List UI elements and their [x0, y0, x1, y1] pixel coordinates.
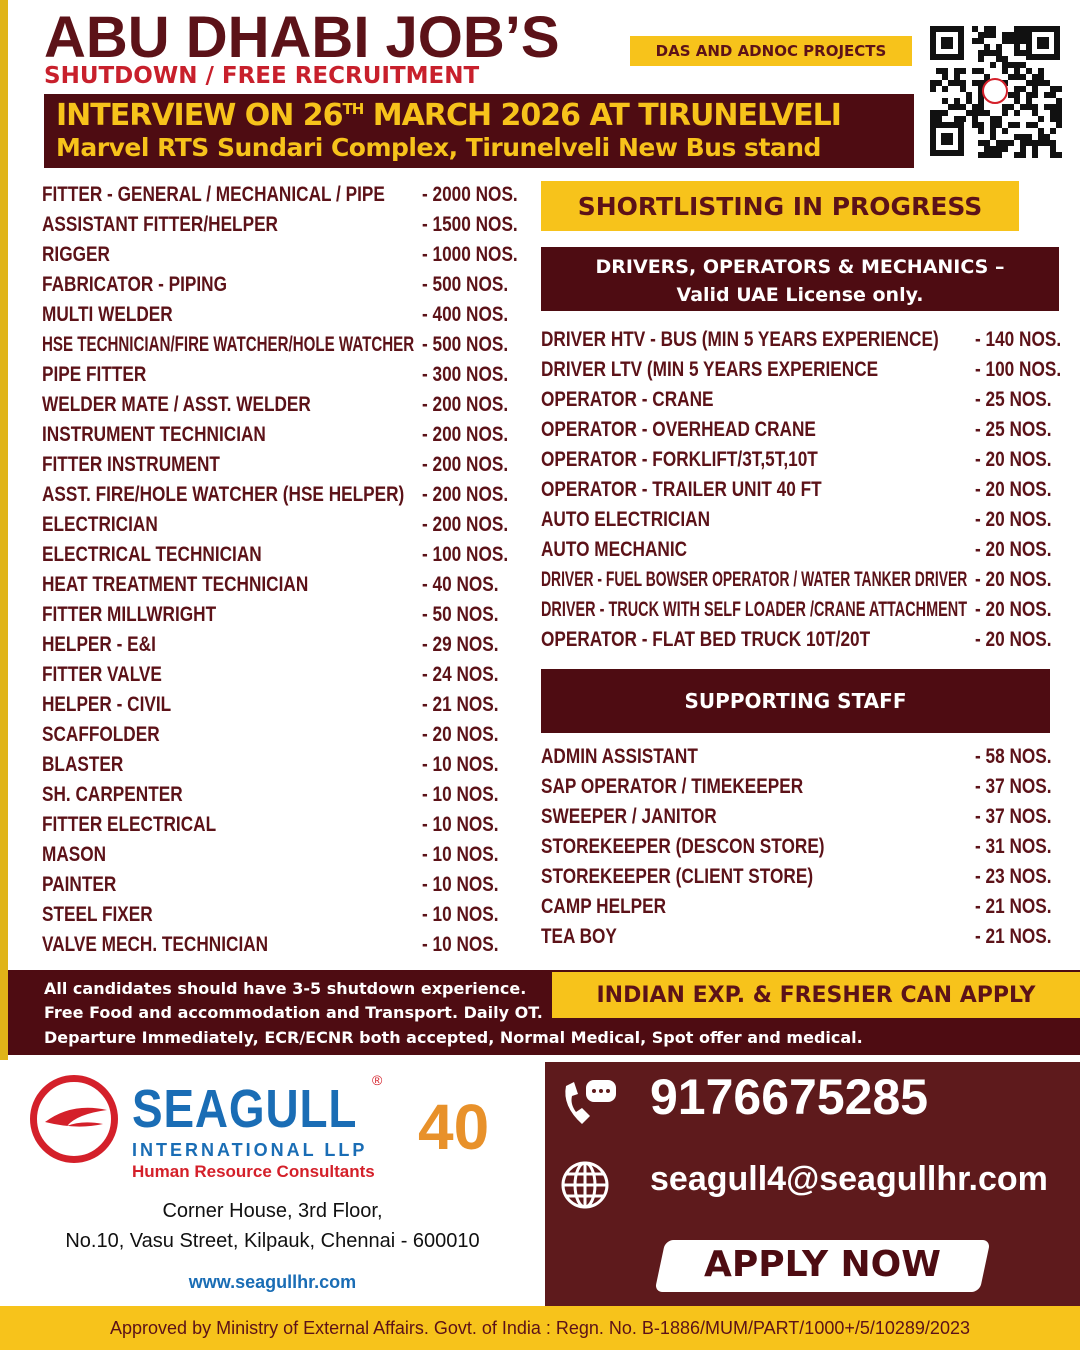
fresher-badge: INDIAN EXP. & FRESHER CAN APPLY [552, 972, 1080, 1018]
projects-badge: DAS AND ADNOC PROJECTS [630, 36, 912, 66]
job-count: - 40 NOS. [422, 573, 499, 596]
job-row [541, 598, 1061, 628]
requirement-1: All candidates should have 3-5 shutdown experience. [44, 979, 527, 998]
job-title: OPERATOR - FORKLIFT/3T,5T,10T [541, 448, 818, 471]
job-title: HEAT TREATMENT TECHNICIAN [42, 573, 309, 596]
footer-approval: Approved by Ministry of External Affairs. Govt. of India : Regn. No. B-1886/MUM/PART/1000+/5/10289/2023 [0, 1306, 1080, 1350]
job-row [541, 925, 1061, 955]
job-title: AUTO ELECTRICIAN [541, 508, 711, 531]
job-count: - 500 NOS. [422, 273, 509, 296]
job-title: HELPER - E&I [42, 633, 156, 656]
job-row [42, 693, 522, 723]
job-count: - 10 NOS. [422, 843, 499, 866]
job-count: - 400 NOS. [422, 303, 509, 326]
job-row [42, 273, 522, 303]
job-title: FITTER INSTRUMENT [42, 453, 220, 476]
job-row [42, 753, 522, 783]
job-row [42, 363, 522, 393]
job-title: SAP OPERATOR / TIMEKEEPER [541, 775, 804, 798]
subtitle: SHUTDOWN / FREE RECRUITMENT [44, 63, 480, 89]
job-count: - 29 NOS. [422, 633, 499, 656]
job-title: PIPE FITTER [42, 363, 147, 386]
job-row [541, 538, 1061, 568]
qr-code-icon[interactable] [928, 24, 1062, 158]
address-line-1: Corner House, 3rd Floor, [162, 1200, 383, 1222]
job-row [42, 543, 522, 573]
requirement-3: Departure Immediately, ECR/ECNR both accepted, Normal Medical, Spot offer and medical. [44, 1028, 863, 1047]
website-link[interactable]: www.seagullhr.com [188, 1272, 357, 1292]
job-title: OPERATOR - FLAT BED TRUCK 10T/20T [541, 628, 871, 651]
job-count: - 500 NOS. [422, 333, 509, 356]
job-row [541, 775, 1061, 805]
job-count: - 200 NOS. [422, 393, 509, 416]
job-title: WELDER MATE / ASST. WELDER [42, 393, 311, 416]
globe-icon [560, 1160, 610, 1215]
interview-date [56, 98, 841, 133]
phone-chat-icon [560, 1078, 620, 1133]
interview-text: INTERVIEW ON 26 [56, 98, 343, 133]
job-title: OPERATOR - OVERHEAD CRANE [541, 418, 816, 441]
job-title: STEEL FIXER [42, 903, 153, 926]
job-count: - 20 NOS. [975, 598, 1052, 621]
phone-number[interactable]: 9176675285 [650, 1069, 929, 1125]
job-count: - 300 NOS. [422, 363, 509, 386]
interview-text-2: MARCH 2026 AT TIRUNELVELI [363, 98, 841, 133]
job-title: MULTI WELDER [42, 303, 173, 326]
job-count: - 1500 NOS. [422, 213, 518, 236]
job-row [42, 423, 522, 453]
job-row [541, 745, 1061, 775]
job-count: - 21 NOS. [975, 925, 1052, 948]
40-years-logo: 40 [418, 1091, 490, 1163]
job-count: - 10 NOS. [422, 873, 499, 896]
job-count: - 25 NOS. [975, 388, 1052, 411]
job-count: - 31 NOS. [975, 835, 1052, 858]
job-row [541, 448, 1061, 478]
job-count: - 10 NOS. [422, 933, 499, 956]
job-title: SCAFFOLDER [42, 723, 160, 746]
job-count: - 58 NOS. [975, 745, 1052, 768]
job-title: ASST. FIRE/HOLE WATCHER (HSE HELPER) [42, 483, 405, 506]
job-count: - 100 NOS. [975, 358, 1062, 381]
job-row [42, 183, 522, 213]
job-title: DRIVER - FUEL BOWSER OPERATOR / WATER TANKER DRIVER [541, 568, 968, 591]
job-count: - 20 NOS. [975, 538, 1052, 561]
job-title: FITTER MILLWRIGHT [42, 603, 217, 626]
job-row [541, 865, 1061, 895]
interview-venue: Marvel RTS Sundari Complex, Tirunelveli New Bus stand [56, 133, 821, 162]
job-count: - 200 NOS. [422, 453, 509, 476]
job-row [541, 568, 1061, 598]
job-title: SH. CARPENTER [42, 783, 183, 806]
job-count: - 20 NOS. [975, 448, 1052, 471]
job-title: BLASTER [42, 753, 124, 776]
job-row [42, 873, 522, 903]
job-title: FITTER - GENERAL / MECHANICAL / PIPE [42, 183, 385, 206]
job-count: - 25 NOS. [975, 418, 1052, 441]
drivers-header-line1: DRIVERS, OPERATORS & MECHANICS – [595, 256, 1005, 278]
job-row [42, 903, 522, 933]
job-count: - 10 NOS. [422, 783, 499, 806]
job-title: DRIVER - TRUCK WITH SELF LOADER /CRANE ATTACHMENT [541, 598, 968, 621]
job-row [541, 358, 1061, 388]
job-row [541, 478, 1061, 508]
job-row [541, 328, 1061, 358]
job-count: - 23 NOS. [975, 865, 1052, 888]
job-row [541, 628, 1061, 658]
job-row [42, 783, 522, 813]
job-title: FITTER VALVE [42, 663, 162, 686]
job-title: HSE TECHNICIAN/FIRE WATCHER/HOLE WATCHER [42, 333, 415, 356]
job-title: VALVE MECH. TECHNICIAN [42, 933, 269, 956]
job-count: - 200 NOS. [422, 513, 509, 536]
job-row [541, 835, 1061, 865]
job-row [541, 388, 1061, 418]
interview-banner [44, 94, 914, 168]
registered-mark: ® [372, 1072, 383, 1088]
job-row [541, 418, 1061, 448]
job-title: ELECTRICIAN [42, 513, 158, 536]
address-line-2: No.10, Vasu Street, Kilpauk, Chennai - 600010 [65, 1230, 480, 1252]
job-title: STOREKEEPER (DESCON STORE) [541, 835, 825, 858]
job-count: - 200 NOS. [422, 483, 509, 506]
job-count: - 21 NOS. [975, 895, 1052, 918]
drivers-header [541, 247, 1059, 311]
job-title: MASON [42, 843, 107, 866]
job-count: - 100 NOS. [422, 543, 509, 566]
job-count: - 21 NOS. [422, 693, 499, 716]
job-title: DRIVER HTV - BUS (MIN 5 YEARS EXPERIENCE) [541, 328, 939, 351]
seagull-logo-icon [30, 1075, 118, 1163]
company-tagline: Human Resource Consultants [132, 1162, 375, 1181]
job-row [42, 213, 522, 243]
job-title: INSTRUMENT TECHNICIAN [42, 423, 266, 446]
job-row [42, 393, 522, 423]
company-suffix: INTERNATIONAL LLP [132, 1140, 368, 1160]
job-title: STOREKEEPER (CLIENT STORE) [541, 865, 814, 888]
job-count: - 37 NOS. [975, 775, 1052, 798]
job-count: - 20 NOS. [975, 628, 1052, 651]
job-count: - 50 NOS. [422, 603, 499, 626]
job-title: TEA BOY [541, 925, 617, 948]
job-row [541, 805, 1061, 835]
job-title: AUTO MECHANIC [541, 538, 688, 561]
job-count: - 1000 NOS. [422, 243, 518, 266]
job-title: ELECTRICAL TECHNICIAN [42, 543, 262, 566]
job-row [42, 633, 522, 663]
interview-sup: TH [342, 100, 364, 118]
job-title: HELPER - CIVIL [42, 693, 172, 716]
job-title: OPERATOR - CRANE [541, 388, 714, 411]
job-count: - 20 NOS. [975, 508, 1052, 531]
job-count: - 200 NOS. [422, 423, 509, 446]
apply-now-label[interactable]: APPLY NOW [703, 1244, 941, 1285]
job-count: - 24 NOS. [422, 663, 499, 686]
company-name: SEAGULL [132, 1079, 358, 1139]
job-title: FITTER ELECTRICAL [42, 813, 217, 836]
job-row [42, 513, 522, 543]
job-count: - 140 NOS. [975, 328, 1062, 351]
job-count: - 37 NOS. [975, 805, 1052, 828]
support-header: SUPPORTING STAFF [541, 669, 1050, 733]
job-row [541, 895, 1061, 925]
job-count: - 20 NOS. [975, 568, 1052, 591]
job-row [42, 303, 522, 333]
job-row [42, 663, 522, 693]
job-row [42, 843, 522, 873]
job-row [42, 453, 522, 483]
job-count: - 10 NOS. [422, 903, 499, 926]
job-row [42, 603, 522, 633]
job-title: CAMP HELPER [541, 895, 667, 918]
job-title: RIGGER [42, 243, 110, 266]
job-row [541, 508, 1061, 538]
requirement-2: Free Food and accommodation and Transport. Daily OT. [44, 1003, 543, 1022]
job-title: ASSISTANT FITTER/HELPER [42, 213, 278, 236]
job-title: FABRICATOR - PIPING [42, 273, 227, 296]
job-title: SWEEPER / JANITOR [541, 805, 717, 828]
email-address[interactable]: seagull4@seagullhr.com [650, 1160, 1048, 1198]
job-title: DRIVER LTV (MIN 5 YEARS EXPERIENCE [541, 358, 879, 381]
job-row [42, 723, 522, 753]
job-row [42, 333, 522, 363]
job-count: - 2000 NOS. [422, 183, 518, 206]
job-row [42, 813, 522, 843]
job-title: PAINTER [42, 873, 117, 896]
job-count: - 20 NOS. [975, 478, 1052, 501]
job-count: - 10 NOS. [422, 753, 499, 776]
side-stripe [0, 0, 8, 1060]
job-row [42, 933, 522, 963]
job-row [42, 243, 522, 273]
page-title: ABU DHABI JOB’S [44, 5, 560, 70]
job-row [42, 483, 522, 513]
job-count: - 20 NOS. [422, 723, 499, 746]
job-title: OPERATOR - TRAILER UNIT 40 FT [541, 478, 822, 501]
drivers-header-line2: Valid UAE License only. [676, 284, 924, 306]
job-count: - 10 NOS. [422, 813, 499, 836]
shortlisting-badge: SHORTLISTING IN PROGRESS [541, 181, 1019, 231]
job-row [42, 573, 522, 603]
job-title: ADMIN ASSISTANT [541, 745, 698, 768]
